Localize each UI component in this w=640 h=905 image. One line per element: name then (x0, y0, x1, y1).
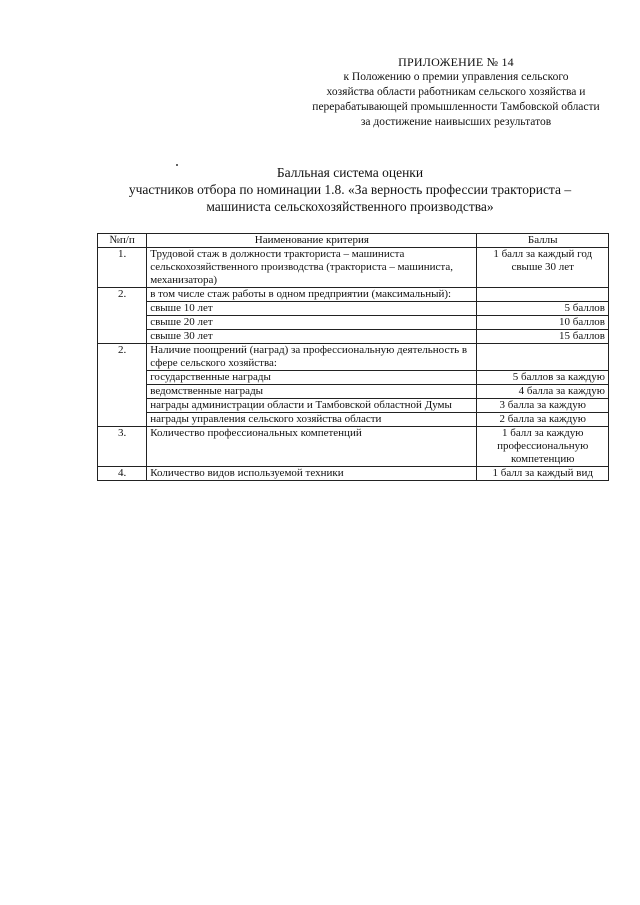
row-points: 15 баллов (477, 330, 609, 344)
row-points: 2 балла за каждую (477, 413, 609, 427)
row-num (98, 399, 147, 413)
row-name: награды администрации области и Тамбовской областной Думы (147, 399, 477, 413)
table-row (98, 248, 609, 288)
row-num (98, 302, 147, 316)
row-name: Трудовой стаж в должности тракториста – машиниста сельскохозяйственного производства (тракториста – машиниста, механизатора) (147, 248, 477, 288)
header-name: Наименование критерия (147, 234, 477, 248)
table-row (98, 427, 609, 467)
table-row (98, 316, 609, 330)
table-row (98, 399, 609, 413)
row-name: свыше 30 лет (147, 330, 477, 344)
row-name: Количество профессиональных компетенций (147, 427, 477, 467)
table-row (98, 413, 609, 427)
table-header-row (98, 234, 609, 248)
row-points: 1 балл за каждый вид (477, 467, 609, 481)
row-num (98, 371, 147, 385)
appendix-header (306, 55, 606, 130)
row-num (98, 385, 147, 399)
row-num: 2. (98, 344, 147, 371)
row-num (98, 330, 147, 344)
row-name: Наличие поощрений (наград) за профессиональную деятельность в сфере сельского хозяйства: (147, 344, 477, 371)
row-name: свыше 10 лет (147, 302, 477, 316)
title-line: Балльная система оценки (276, 165, 424, 180)
row-name: государственные награды (147, 371, 477, 385)
table-row (98, 467, 609, 481)
document-title (80, 164, 620, 215)
title-line: участников отбора по номинации 1.8. «За верность профессии тракториста – (128, 182, 572, 197)
table-row (98, 344, 609, 371)
row-points: 3 балла за каждую (477, 399, 609, 413)
row-points (477, 344, 609, 371)
table-row (98, 385, 609, 399)
row-num: 1. (98, 248, 147, 288)
row-points: 1 балл за каждый год свыше 30 лет (477, 248, 609, 288)
criteria-table (97, 233, 609, 481)
table-row (98, 371, 609, 385)
row-num: 4. (98, 467, 147, 481)
table-row (98, 288, 609, 302)
row-points (477, 288, 609, 302)
header-points: Баллы (477, 234, 609, 248)
table-row (98, 302, 609, 316)
row-num: 3. (98, 427, 147, 467)
row-name: Количество видов используемой техники (147, 467, 477, 481)
row-points: 4 балла за каждую (477, 385, 609, 399)
row-name: награды управления сельского хозяйства области (147, 413, 477, 427)
row-points: 5 баллов за каждую (477, 371, 609, 385)
row-name: свыше 20 лет (147, 316, 477, 330)
row-name: ведомственные награды (147, 385, 477, 399)
appendix-line: хозяйства области работникам сельского хозяйства и (326, 86, 586, 98)
appendix-line: перерабатывающей промышленности Тамбовской области (312, 101, 600, 113)
appendix-line: к Положению о премии управления сельского (343, 71, 569, 83)
row-num (98, 413, 147, 427)
appendix-line: за достижение наивысших результатов (360, 116, 552, 128)
row-points: 5 баллов (477, 302, 609, 316)
row-num (98, 316, 147, 330)
title-line: машиниста сельскохозяйственного производства» (206, 199, 494, 214)
row-num: 2. (98, 288, 147, 302)
row-points: 1 балл за каждую профессиональную компетенцию (477, 427, 609, 467)
header-num: №п/п (98, 234, 147, 248)
row-points: 10 баллов (477, 316, 609, 330)
appendix-title: ПРИЛОЖЕНИЕ № 14 (398, 55, 514, 69)
table-row (98, 330, 609, 344)
row-name: в том числе стаж работы в одном предприятии (максимальный): (147, 288, 477, 302)
